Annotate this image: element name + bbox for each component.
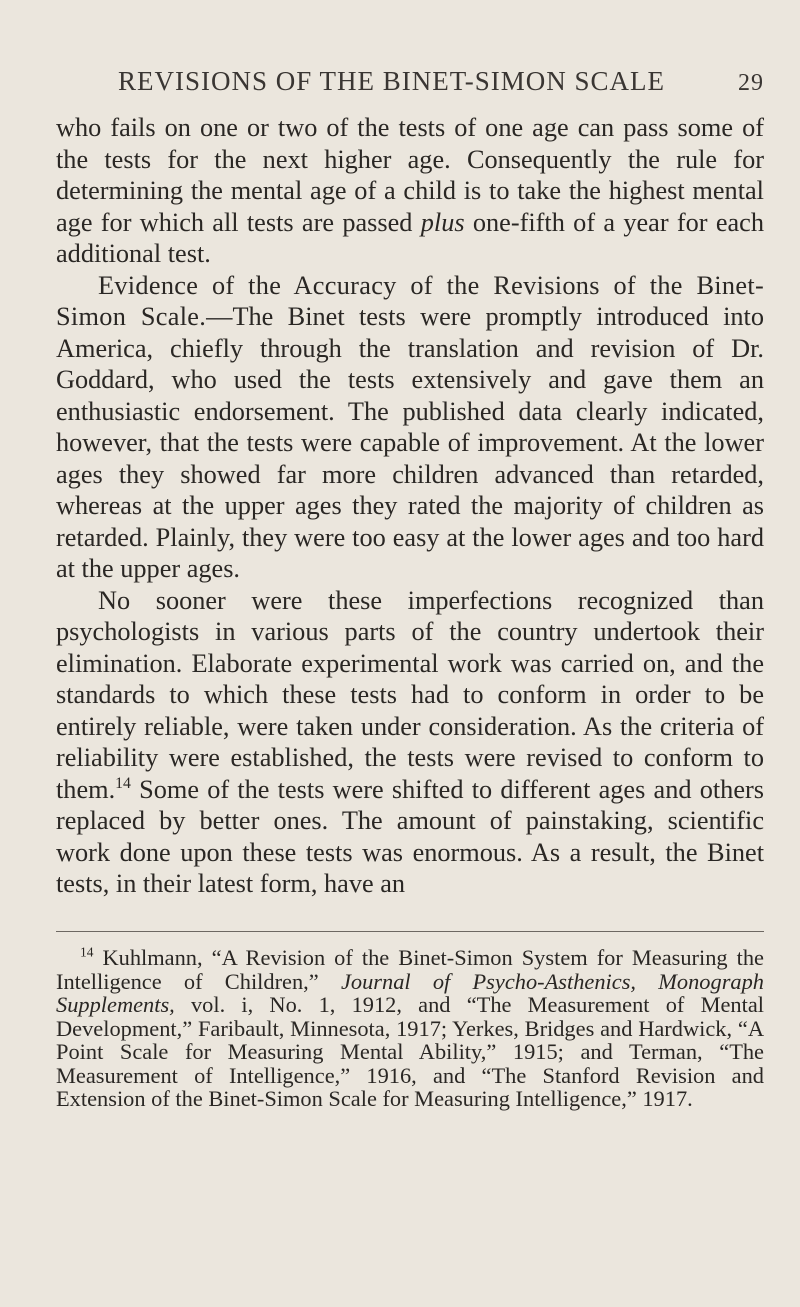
footnote-text-part: vol. i, No. 1, 1912, and “The Measurement of Mental Development,” Faribault, Minnesota, 1917; Yerkes, Bridges and Hardwick, “A Point Scale for Measuring Mental Ability,” 1915; and Terman, “The Measurement of Intelligence,” 1916, and “The Stanford Revision and Extension of the Binet-Simon Scale for Measuring Intelligence,” 1917. xyxy=(56,992,764,1111)
footnote-text xyxy=(56,946,764,1111)
journal-title: Journal of Psycho-Asthenics, Monograph Supplements, xyxy=(56,968,765,1017)
page-number: 29 xyxy=(738,70,764,96)
footnote-text-part: Kuhlmann, “A Revision of the Binet-Simon System for Measuring the Intelligence of Children,” xyxy=(56,945,764,994)
italic-word: plus xyxy=(420,207,465,237)
body-text xyxy=(56,112,764,900)
paragraph-text: who fails on one or two of the tests of one age can pass some of the tests for the next higher age. Consequently the rule for determining the mental age of a child is to take the highest mental age for which all tests are passed xyxy=(56,113,764,237)
paragraph-text: No sooner were these imperfections recognized than psychologists in various parts of the country undertook their elimination. Elaborate experimental work was carried on, and the standards to which these tests had to conform in order to be entirely reliable, were taken under consideration. As the criteria of reliability were established, the tests were revised to conform to them. xyxy=(56,585,764,804)
paragraph-text: —The Binet tests were promptly introduced into America, chiefly through the translation and revision of Dr. Goddard, who used the tests extensively and gave them an enthusiastic endorsement. The published data clearly indicated, however, that the tests were capable of improvement. At the lower ages they showed far more children advanced than retarded, whereas at the upper ages they rated the majority of children as retarded. Plainly, they were too easy at the lower ages and too hard at the upper ages. xyxy=(56,302,764,583)
paragraph-evidence xyxy=(56,270,764,585)
footnote xyxy=(56,946,764,1111)
footnote-divider xyxy=(56,931,764,932)
paragraph-continuation xyxy=(56,112,764,270)
paragraph-text: Some of the tests were shifted to different ages and others replaced by better ones. The amount of painstaking, scientific work done upon these tests was enormous. As a result, the Binet tests, in their latest form, have an xyxy=(56,774,764,898)
footnote-reference: 14 xyxy=(115,774,131,792)
paragraph-revisions xyxy=(56,585,764,900)
running-head-title: REVISIONS OF THE BINET-SIMON SCALE xyxy=(118,66,666,96)
running-head xyxy=(118,66,764,97)
paragraph-text: one-fifth of a year for each additional test. xyxy=(56,207,764,268)
section-side-heading: Evidence of the Accuracy of the Revisions of the Binet-Simon Scale. xyxy=(56,270,764,331)
footnote-marker: 14 xyxy=(80,944,94,960)
